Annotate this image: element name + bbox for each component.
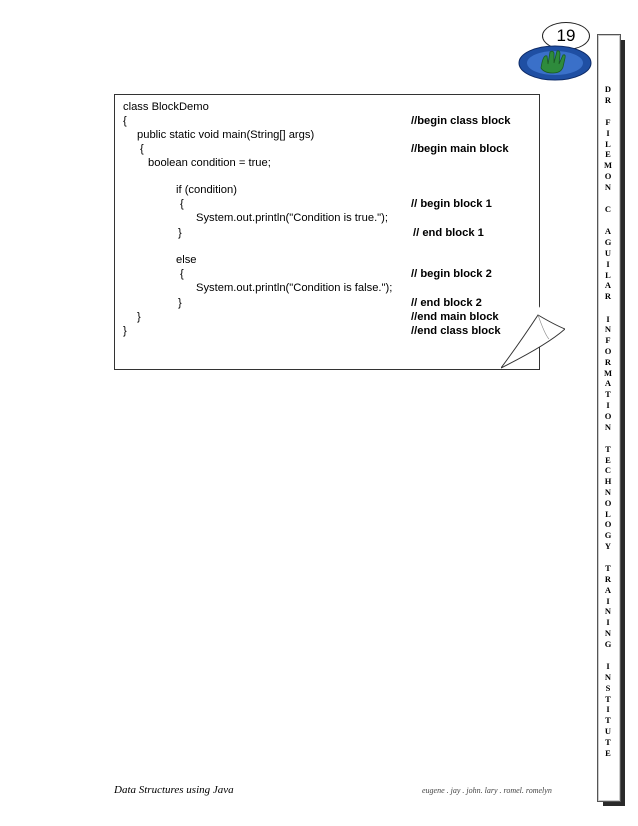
code-line: } (178, 297, 182, 309)
side-band-letter: N (604, 628, 612, 639)
side-band-word (597, 314, 619, 433)
side-band-letter: I (606, 127, 610, 138)
side-band-letter: G (604, 638, 612, 649)
code-line: System.out.println("Condition is false."); (196, 282, 393, 294)
side-band-letter: T (605, 389, 611, 400)
side-band-text (597, 84, 619, 758)
side-band-letter: I (606, 313, 610, 324)
side-band-letter: H (604, 476, 612, 487)
side-band-letter: G (604, 237, 612, 248)
code-comment: //begin main block (411, 143, 509, 155)
side-band-word (597, 117, 619, 193)
side-band-word (597, 84, 619, 106)
code-line: class BlockDemo (123, 101, 209, 113)
side-band-letter: O (604, 410, 612, 421)
side-band-word (597, 204, 619, 215)
code-line: { (180, 268, 184, 280)
code-line: if (condition) (176, 184, 237, 196)
side-band-letter: I (606, 704, 610, 715)
side-band-letter: N (604, 606, 612, 617)
side-band-letter: E (605, 747, 611, 758)
code-comment: //begin class block (411, 115, 511, 127)
side-band-letter: E (605, 149, 611, 160)
side-band-gap (597, 650, 619, 662)
side-band-letter: R (604, 94, 612, 105)
side-band-word (597, 444, 619, 552)
code-line: else (176, 254, 197, 266)
code-comment: // end block 2 (411, 297, 482, 309)
institute-logo-icon (517, 44, 593, 82)
code-line: } (123, 325, 127, 337)
code-line: } (137, 311, 141, 323)
code-comment: // begin block 1 (411, 198, 492, 210)
side-band-letter: I (606, 399, 610, 410)
side-band-letter: I (606, 661, 610, 672)
code-line: { (123, 115, 127, 127)
side-band-letter: L (605, 269, 611, 280)
code-line: System.out.println("Condition is true."); (196, 212, 388, 224)
code-line: { (180, 198, 184, 210)
side-band-letter: O (604, 519, 612, 530)
side-band-letter: A (604, 280, 612, 291)
side-band-letter: S (605, 682, 611, 693)
side-band-letter: O (604, 171, 612, 182)
side-band-letter: O (604, 345, 612, 356)
page-number: 19 (542, 22, 590, 50)
side-band-letter: N (604, 487, 612, 497)
side-band-letter: E (605, 454, 611, 465)
side-band-letter: Y (604, 540, 612, 551)
side-band-gap (597, 552, 619, 564)
side-band-letter: R (604, 291, 612, 302)
code-comment: // end block 1 (413, 227, 484, 239)
side-band-word (597, 563, 619, 649)
side-band-letter: T (605, 715, 611, 726)
side-band-letter: A (604, 378, 612, 389)
code-line: public static void main(String[] args) (137, 129, 315, 141)
side-band-letter: N (604, 181, 612, 192)
side-band-word (597, 226, 619, 302)
side-band-letter: R (604, 574, 612, 585)
side-band-letter: T (605, 563, 611, 574)
footer-title: Data Structures using Java (114, 784, 234, 796)
side-band-gap (597, 106, 619, 118)
side-band-letter: C (604, 204, 612, 215)
side-band-letter: L (605, 508, 611, 519)
footer-authors: eugene . jay . john. lary . romel. romelyn (422, 786, 552, 795)
side-band-letter: I (606, 595, 610, 606)
side-band-gap (597, 302, 619, 314)
side-band-letter: N (604, 671, 612, 682)
code-line: { (140, 143, 144, 155)
side-band-letter: F (605, 335, 611, 346)
code-comment: // begin block 2 (411, 268, 492, 280)
side-band-letter: N (604, 324, 612, 335)
side-band-letter: U (604, 248, 612, 259)
side-band-letter: G (604, 530, 612, 541)
code-line: boolean condition = true; (148, 157, 271, 169)
side-band-letter: T (605, 693, 611, 704)
side-band-letter: M (603, 367, 613, 378)
side-band-gap (597, 193, 619, 205)
side-band-letter: D (604, 84, 612, 94)
side-band-letter: T (605, 736, 611, 747)
side-band-letter: O (604, 497, 612, 508)
code-line: } (178, 227, 182, 239)
side-band-gap (597, 215, 619, 227)
side-band-letter: L (605, 138, 611, 149)
side-band-letter: A (604, 584, 612, 595)
side-band-letter: R (604, 356, 612, 367)
code-comment: //end class block (411, 325, 501, 337)
side-band-letter: A (604, 226, 612, 237)
side-band-letter: T (605, 443, 611, 454)
side-band-word (597, 661, 619, 758)
side-band-letter: C (604, 465, 612, 476)
side-band-letter: M (603, 160, 613, 171)
page-curl-icon (501, 305, 565, 369)
side-band-gap (597, 432, 619, 444)
side-band-letter: I (606, 258, 610, 269)
side-band-letter: N (604, 421, 612, 432)
side-band-letter: I (606, 617, 610, 628)
code-comment: //end main block (411, 311, 499, 323)
side-band-letter: F (605, 117, 611, 128)
side-band-letter: U (604, 725, 612, 736)
